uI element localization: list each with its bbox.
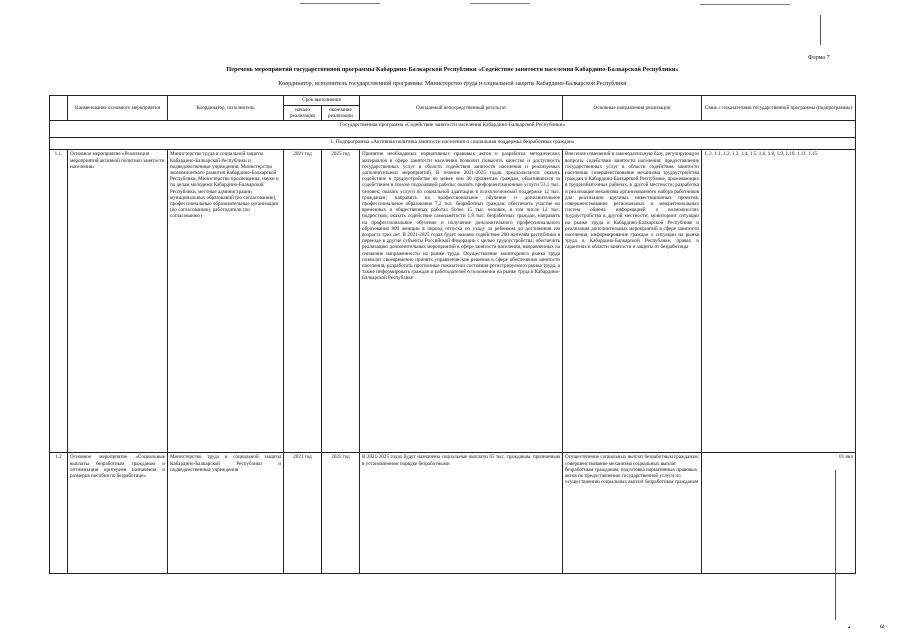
row-coordinator: Министерство труда и социальной защиты Кабардино-Балкарской Республики и подведомственные учреждения, Министерство экономического развития Кабардино-Балкарской Республики, Министерство просвещения, науки и по делам молодежи Кабардино-Балкарской Республики, местные администрации муниципальных образований (по согласованию), профессиональные образовательные организации (по согласованию), работодатели (по согласованию)	[168, 150, 284, 453]
row-link: 01 янл	[702, 453, 856, 574]
row-directions: Осуществление социальных выплат безработным гражданам; совершенствование механизма социальных выплат безработным гражданам; подготовка нормативных правовых актов по предоставлению государственной услуги по осуществлению социальных выплат безработным гражданам	[563, 453, 702, 574]
row-directions: Внесение изменений в законодательную базу, регулирующую вопросы содействия занятости населения; предоставление государственных услуг в области содействия занятости населения; совершенствование механизма трудоустройства граждан в Кабардино-Балкарской Республике, проживающих в трудоизбыточных районах, в другой местности; разработка и реализация механизма организованного набора работников для реализации крупных инвестиционных проектов, совершенствование региональных и межрегиональных систем обмена информацией о возможностях трудоустройства в другой местности; мониторинг ситуации на рынке труда в Кабардино-Балкарской Республике и реализация дополнительных мероприятий в сфере занятости населения, информирование граждан о ситуации на рынке труда в Кабардино-Балкарской Республике, правах и гарантиях в области занятости и защиты от безработицы	[563, 150, 702, 453]
header-name: Наименование основного мероприятия	[68, 96, 168, 121]
form-label: Форма 7	[808, 55, 830, 61]
row-start: 2021 год	[284, 150, 322, 453]
document-title: Перечень мероприятий государственной программы Кабардино-Балкарской Республики «Содействие занятости населения Кабардино-Балкарской Республики»	[226, 66, 679, 73]
program-measures-table	[49, 95, 856, 574]
header-result: Ожидаемый непосредственный результат	[360, 96, 563, 121]
header-num	[50, 96, 68, 121]
row-start: 2021 год	[284, 453, 322, 574]
row-number: 1.2	[50, 453, 68, 574]
row-result: Принятие необходимых нормативных правовых актов и разработка методических материалов в сфере занятости населения позволит повысить качество и доступность государственных услуг в области содействия занятости населения и реализуемых дополнительных мероприятий. В течение 2021-2025 годов предполагается: оказать содействие в трудоустройстве не менее чем 30 процентам граждан, обратившихся за содействием в поиске подходящей работы; оказать профориентационные услуги 53,1 тыс. человек; оказать услуги по социальной адаптации в психологической поддержке 12 тыс. гражданам; направить на профессиональное обучение и дополнительное профессиональное образование 7,2 тыс. безработных граждан; обеспечить участие во временных и общественных работах более 15 тыс. человек, в том числе 12 тыс. подростков; оказать содействие самозанятости 1,8 тыс. безработных граждан, направить на профессиональное обучение и получение дополнительного профессионального образования 809 женщин в период отпуска по уходу за ребенком до достижения им возраста трех лет. В 2021-2025 годах будет оказано содействие 200 жителям республики в переезде в другие субъекты Российской Федерации с целью трудоустройства; обеспечить реализацию дополнительных мероприятий в сфере занятости населения, направленных на снижение напряженности на рынке труда. Осуществление мониторинга рынка труда позволит своевременно принять управленческие решения в сфере обеспечения занятости населения, разработать прогнозные показатели состояния регистрируемого рынка труда, а также информировать граждан и работодателей о положении на рынке труда в Кабардино-Балкарской Республике	[360, 150, 563, 453]
section-row	[50, 121, 856, 138]
header-coordinator: Координатор, исполнитель	[168, 96, 284, 121]
scan-line-top	[470, 3, 530, 4]
section-title: Государственная программа «Содействие занятости населения Кабардино-Балкарской Республики»	[50, 121, 856, 138]
row-end: 2025 год	[322, 453, 360, 574]
row-name: Основное мероприятие «Социальные выплаты безработным гражданам и оптимизация критериев назначения и размеров пособия по безработице»	[68, 453, 168, 574]
scan-line-top	[300, 3, 380, 4]
scan-mark: ω	[880, 622, 885, 630]
subprogram-row	[50, 138, 856, 150]
row-coordinator: Министерство труда и социальной защиты Кабардино-Балкарской Республики и подведомственные учреждения	[168, 453, 284, 574]
header-term: Срок выполнения	[284, 96, 360, 106]
row-number: 1.1.	[50, 150, 68, 453]
table-row	[50, 453, 856, 574]
scan-line-right	[820, 15, 821, 45]
row-link: 1, 2, 1.1, 1.2, 1.3, 1.4, 1.5, 1.6, 1.8, 1.9, 1.10, 1.11, 1.15	[702, 150, 856, 453]
header-link: Связь с показателями государственной программы (подпрограммы)	[702, 96, 856, 121]
scan-line-top	[700, 4, 790, 5]
header-start: начало реализации	[284, 106, 322, 121]
row-name: Основное мероприятие «Реализация мероприятий активной политики занятости населения»	[68, 150, 168, 453]
row-result: В 2021-2025 годах будут назначены социальные выплаты 65 тыс. гражданам, признанным в установленном порядке безработными	[360, 453, 563, 574]
table-row	[50, 150, 856, 453]
subprogram-title: 1. Подпрограмма «Активная политика занятости населения и социальная поддержка безработных граждан»	[50, 138, 856, 150]
header-directions: Основные направления реализации	[563, 96, 702, 121]
table-header-row	[50, 96, 856, 106]
row-end: 2025 год	[322, 150, 360, 453]
header-end: окончание реализации	[322, 106, 360, 121]
document-subtitle: Координатор, исполнитель государственной программы: Министерство труда и социальной защиты Кабардино-Балкарской Республики	[278, 81, 627, 87]
scan-mark: •	[848, 624, 851, 632]
